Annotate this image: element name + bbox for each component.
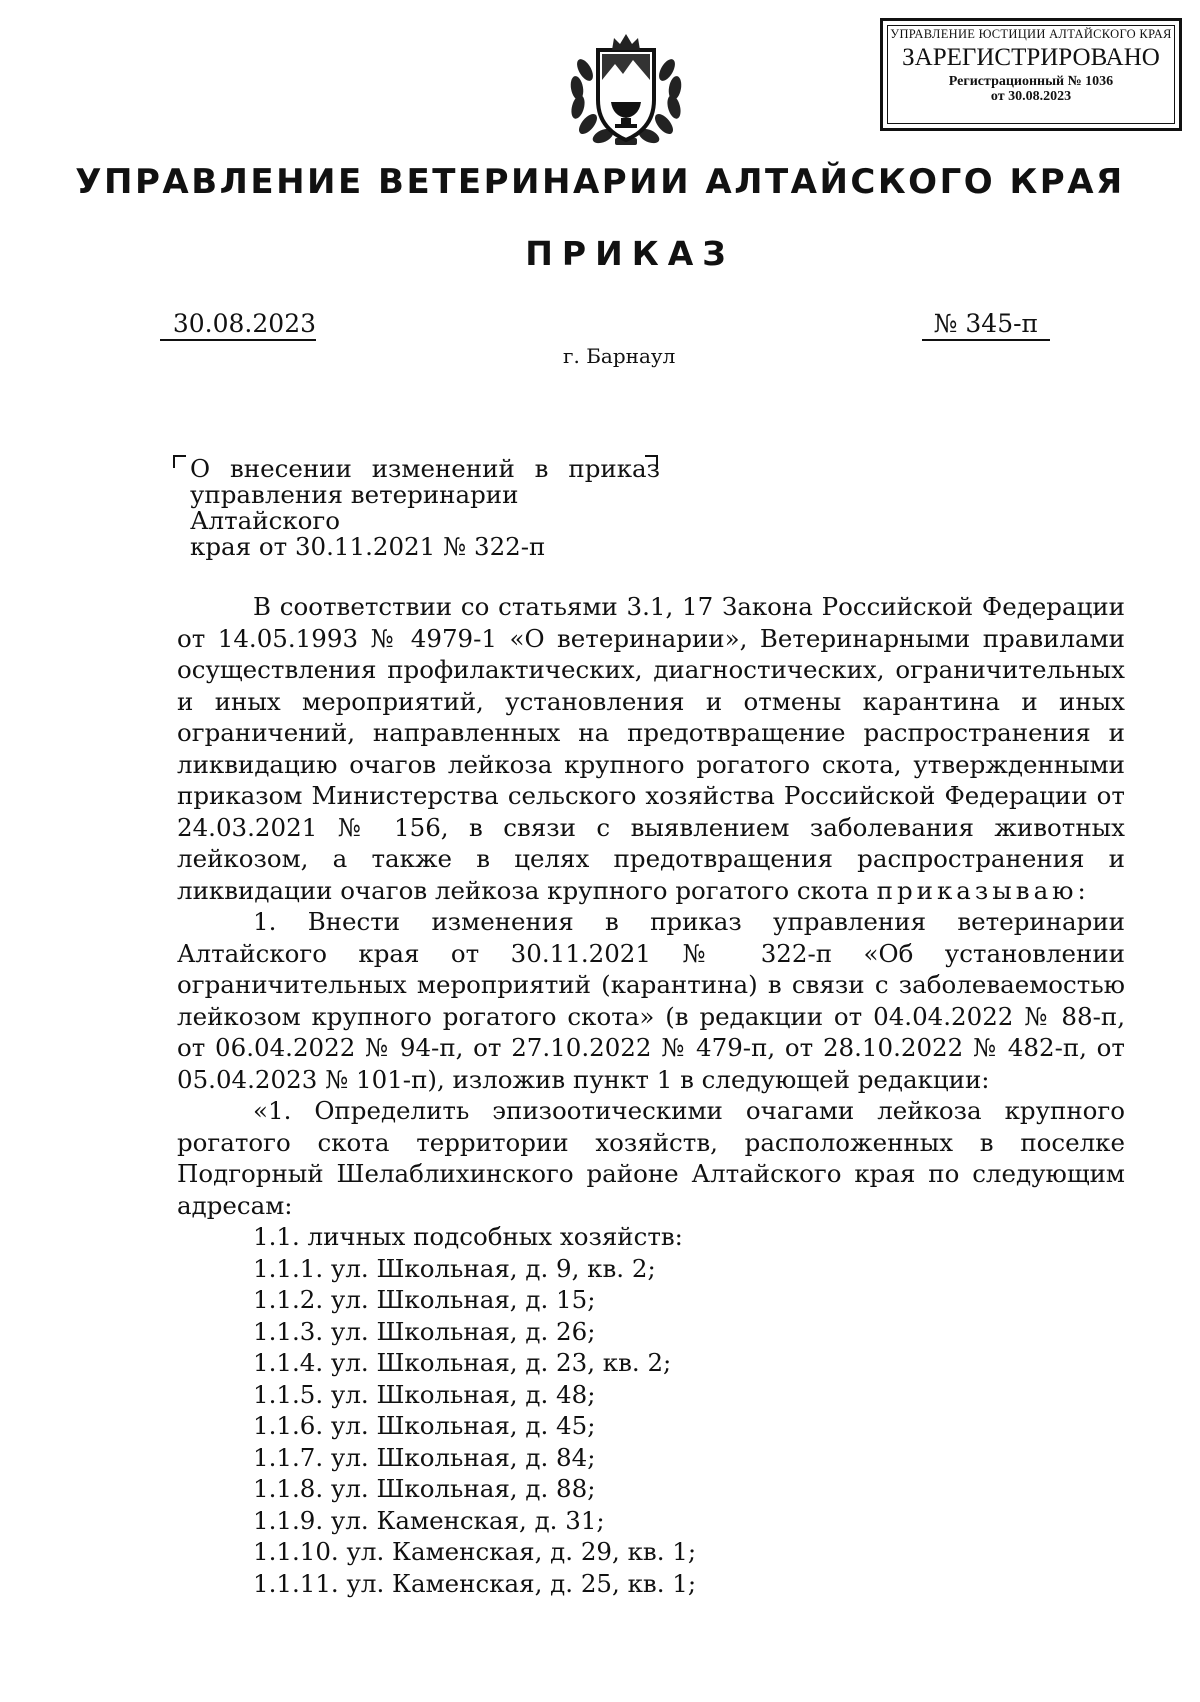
subject-line-3: края от 30.11.2021 № 322-п	[190, 532, 546, 561]
document-date: 30.08.2023	[160, 309, 316, 341]
address-list	[177, 1221, 1125, 1599]
list-item: 1.1.7. ул. Школьная, д. 84;	[253, 1442, 596, 1472]
document-subject	[190, 456, 660, 560]
subject-line-1: О внесении изменений в приказ	[190, 454, 660, 483]
document-city: г. Барнаул	[563, 344, 676, 368]
document-body	[177, 591, 1125, 1599]
stamp-registration-date: от 30.08.2023	[990, 89, 1072, 104]
stamp-organization: УПРАВЛЕНИЕ ЮСТИЦИИ АЛТАЙСКОГО КРАЯ	[890, 27, 1172, 41]
preamble-paragraph	[177, 591, 1125, 906]
organization-title: УПРАВЛЕНИЕ ВЕТЕРИНАРИИ АЛТАЙСКОГО КРАЯ	[75, 162, 1125, 202]
list-item: 1.1.6. ул. Школьная, д. 45;	[253, 1411, 596, 1440]
list-item: 1.1. личных подсобных хозяйств:	[253, 1222, 683, 1251]
document-number: № 345-п	[922, 309, 1050, 341]
list-item: 1.1.3. ул. Школьная, д. 26;	[253, 1316, 596, 1346]
item-1-paragraph: 1. Внести изменения в приказ управления ветеринарии Алтайского края от 30.11.2021 № 322-п «Об установлении ограничительных мероприятий (карантина) в связи с заболеваемостью лейкозом крупного рогатого скота» (в редакции от 04.04.2022 № 88-п, от 06.04.2022 № 94-п, от 27.10.2022 № 479-п, от 28.10.2022 № 482-п, от 05.04.2023 № 101-п), изложив пункт 1 в следующей редакции:	[177, 907, 1125, 1094]
list-item: 1.1.2. ул. Школьная, д. 15;	[253, 1285, 596, 1314]
registration-stamp	[880, 18, 1182, 131]
quoted-item-1-paragraph: «1. Определить эпизоотическими очагами лейкоза крупного рогатого скота территории хозяйств, расположенных в поселке Подгорный Шелаблихинского районе Алтайского края по следующим адресам:	[177, 1096, 1125, 1220]
order-word: приказываю:	[876, 875, 1090, 905]
list-item: 1.1.5. ул. Школьная, д. 48;	[253, 1379, 596, 1409]
list-item: 1.1.9. ул. Каменская, д. 31;	[253, 1505, 605, 1535]
document-type: ПРИКАЗ	[525, 234, 735, 273]
list-item: 1.1.10. ул. Каменская, д. 29, кв. 1;	[253, 1537, 697, 1566]
list-item: 1.1.11. ул. Каменская, д. 25, кв. 1;	[253, 1568, 697, 1598]
list-item: 1.1.1. ул. Школьная, д. 9, кв. 2;	[253, 1253, 656, 1283]
list-item: 1.1.8. ул. Школьная, д. 88;	[253, 1474, 596, 1503]
subject-corner-left-icon	[173, 455, 186, 468]
subject-line-2: управления ветеринарии Алтайского	[190, 480, 519, 535]
stamp-registration-number: Регистрационный № 1036	[948, 74, 1114, 89]
preamble-text: В соответствии со статьями 3.1, 17 Закона Российской Федерации от 14.05.1993 № 4979-1 «О ветеринарии», Ветеринарными правилами осуществления профилактических, диагностических, ограничительных и иных мероприятий, установления и отмены карантина и иных ограничений, направленных на предотвращение распространения и ликвидацию очагов лейкоза крупного рогатого скота, утвержденными приказом Министерства сельского хозяйства Российской Федерации от 24.03.2021 № 156, в связи с выявлением заболевания животных лейкозом, а также в целях предотвращения распространения и ликвидации очагов лейкоза крупного рогатого скота	[177, 592, 1125, 905]
stamp-status: ЗАРЕГИСТРИРОВАНО	[902, 44, 1160, 71]
coat-of-arms-icon	[563, 30, 689, 156]
list-item: 1.1.4. ул. Школьная, д. 23, кв. 2;	[253, 1348, 672, 1377]
